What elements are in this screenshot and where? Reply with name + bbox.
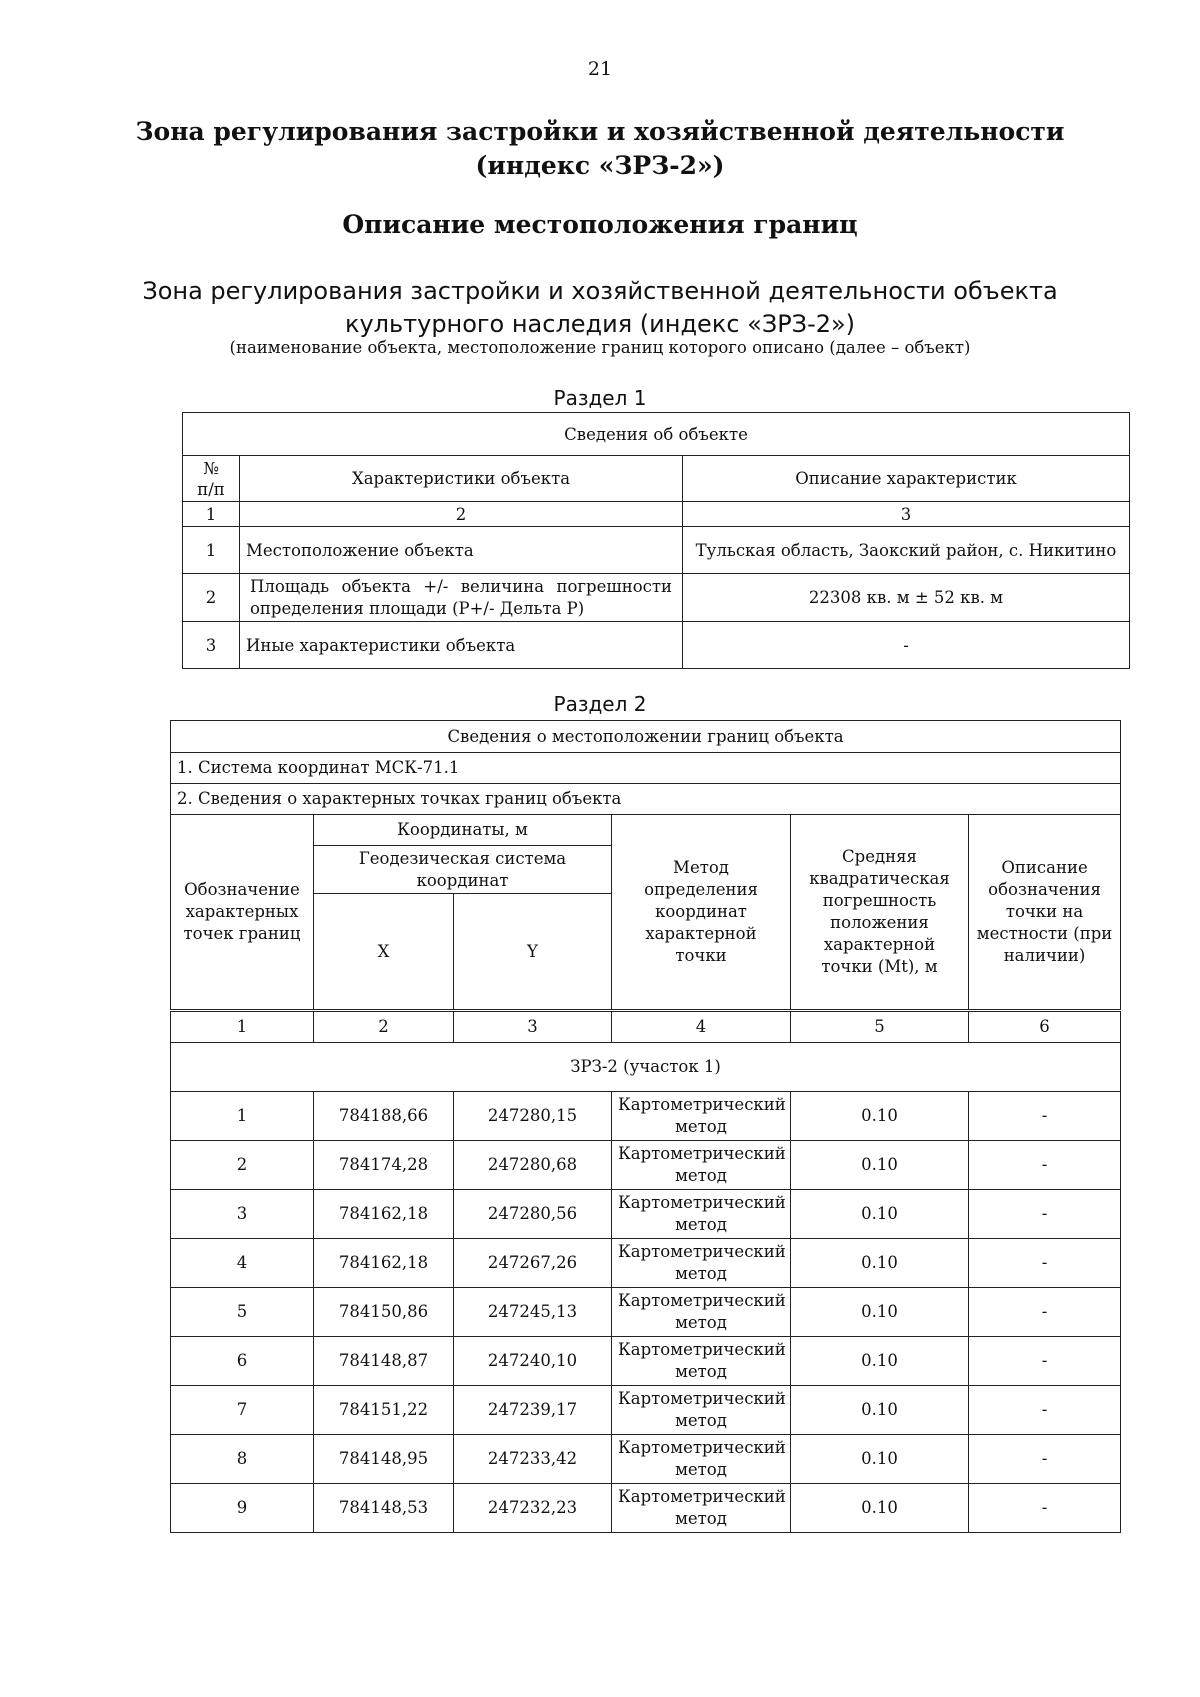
point-x: 784148,53 <box>314 1484 454 1533</box>
page-subtitle: Описание местоположения границ <box>342 210 858 239</box>
point-description: - <box>969 1141 1121 1190</box>
header-num-line-2: п/п <box>197 479 225 499</box>
table-row <box>171 1141 1121 1190</box>
row-name: Площадь объекта +/- величина погрешности определения площади (Р+/- Дельта Р) <box>240 574 683 622</box>
point-error: 0.10 <box>791 1239 969 1288</box>
point-number: 2 <box>171 1141 314 1190</box>
point-x: 784148,87 <box>314 1337 454 1386</box>
point-method: Картометрический метод <box>612 1288 791 1337</box>
point-description: - <box>969 1190 1121 1239</box>
point-y: 247232,23 <box>454 1484 612 1533</box>
row-value: 22308 кв. м ± 52 кв. м <box>683 574 1130 622</box>
table-row <box>183 622 1130 669</box>
object-info-table <box>182 412 1130 669</box>
point-x: 784148,95 <box>314 1435 454 1484</box>
point-description: - <box>969 1337 1121 1386</box>
point-method: Картометрический метод <box>612 1435 791 1484</box>
point-y: 247240,10 <box>454 1337 612 1386</box>
points-info: 2. Сведения о характерных точках границ объекта <box>171 784 1121 815</box>
header-method: Метод определения координат характерной точки <box>612 815 791 1011</box>
point-number: 1 <box>171 1092 314 1141</box>
column-number: 3 <box>454 1011 612 1043</box>
header-num-line-1: № <box>203 458 219 478</box>
header-y: Y <box>454 894 612 1011</box>
point-method: Картометрический метод <box>612 1484 791 1533</box>
point-error: 0.10 <box>791 1288 969 1337</box>
page-title-line-2: (индекс «ЗРЗ-2») <box>475 151 725 180</box>
column-number: 2 <box>240 502 683 527</box>
point-description: - <box>969 1092 1121 1141</box>
point-method: Картометрический метод <box>612 1141 791 1190</box>
point-error: 0.10 <box>791 1092 969 1141</box>
point-error: 0.10 <box>791 1337 969 1386</box>
boundary-points-table <box>170 720 1121 1533</box>
column-number: 4 <box>612 1011 791 1043</box>
point-number: 6 <box>171 1337 314 1386</box>
point-method: Картометрический метод <box>612 1337 791 1386</box>
table-row <box>171 1239 1121 1288</box>
point-method: Картометрический метод <box>612 1239 791 1288</box>
zone-name-line-1: Зона регулирования застройки и хозяйственной деятельности объекта <box>142 277 1058 305</box>
table-row <box>171 1435 1121 1484</box>
point-method: Картометрический метод <box>612 1092 791 1141</box>
point-number: 5 <box>171 1288 314 1337</box>
point-error: 0.10 <box>791 1190 969 1239</box>
point-description: - <box>969 1288 1121 1337</box>
header-coordinates: Координаты, м <box>314 815 612 846</box>
row-name: Иные характеристики объекта <box>240 622 683 669</box>
point-x: 784150,86 <box>314 1288 454 1337</box>
column-number: 5 <box>791 1011 969 1043</box>
column-number: 3 <box>683 502 1130 527</box>
column-number: 1 <box>183 502 240 527</box>
point-description: - <box>969 1239 1121 1288</box>
row-number: 3 <box>183 622 240 669</box>
table-row <box>171 1288 1121 1337</box>
page-number: 21 <box>587 58 613 80</box>
point-number: 4 <box>171 1239 314 1288</box>
header-geodesic: Геодезическая система координат <box>314 846 612 894</box>
header-point-description: Описание обозначения точки на местности (при наличии) <box>969 815 1121 1011</box>
point-error: 0.10 <box>791 1141 969 1190</box>
point-y: 247239,17 <box>454 1386 612 1435</box>
boundary-table-title: Сведения о местоположении границ объекта <box>171 721 1121 753</box>
point-error: 0.10 <box>791 1386 969 1435</box>
row-value: - <box>683 622 1130 669</box>
point-number: 3 <box>171 1190 314 1239</box>
point-error: 0.10 <box>791 1484 969 1533</box>
page-title-line-1: Зона регулирования застройки и хозяйственной деятельности <box>135 117 1065 146</box>
point-number: 7 <box>171 1386 314 1435</box>
column-number-row <box>183 502 1130 527</box>
table-row <box>183 574 1130 622</box>
row-number: 2 <box>183 574 240 622</box>
zone-note: (наименование объекта, местоположение границ которого описано (далее – объект) <box>229 338 971 357</box>
header-x: X <box>314 894 454 1011</box>
point-y: 247280,15 <box>454 1092 612 1141</box>
zone-name-line-2: культурного наследия (индекс «ЗРЗ-2») <box>344 310 856 338</box>
header-description: Описание характеристик <box>683 456 1130 502</box>
section-1-title: Раздел 1 <box>553 386 647 410</box>
point-number: 9 <box>171 1484 314 1533</box>
point-y: 247280,56 <box>454 1190 612 1239</box>
row-name: Местоположение объекта <box>240 527 683 574</box>
zone-name <box>0 275 1200 341</box>
point-y: 247245,13 <box>454 1288 612 1337</box>
table-row <box>171 1386 1121 1435</box>
point-description: - <box>969 1484 1121 1533</box>
point-y: 247280,68 <box>454 1141 612 1190</box>
coordinate-system: 1. Система координат МСК-71.1 <box>171 753 1121 784</box>
header-designation: Обозначение характерных точек границ <box>171 815 314 1011</box>
point-description: - <box>969 1386 1121 1435</box>
row-number: 1 <box>183 527 240 574</box>
column-number: 1 <box>171 1011 314 1043</box>
plot-label: ЗРЗ-2 (участок 1) <box>171 1043 1121 1092</box>
section-2-title: Раздел 2 <box>553 692 647 716</box>
point-y: 247233,42 <box>454 1435 612 1484</box>
column-number: 2 <box>314 1011 454 1043</box>
point-method: Картометрический метод <box>612 1190 791 1239</box>
table-row <box>171 1190 1121 1239</box>
row-value: Тульская область, Заокский район, с. Никитино <box>683 527 1130 574</box>
point-method: Картометрический метод <box>612 1386 791 1435</box>
table-row <box>183 527 1130 574</box>
header-num <box>183 456 240 502</box>
point-x: 784188,66 <box>314 1092 454 1141</box>
column-number: 6 <box>969 1011 1121 1043</box>
table-row <box>171 1484 1121 1533</box>
object-info-table-title: Сведения об объекте <box>183 413 1130 456</box>
table-row <box>171 1092 1121 1141</box>
point-error: 0.10 <box>791 1435 969 1484</box>
point-number: 8 <box>171 1435 314 1484</box>
header-error: Средняя квадратическая погрешность положения характерной точки (Mt), м <box>791 815 969 1011</box>
point-y: 247267,26 <box>454 1239 612 1288</box>
page-title <box>0 115 1200 183</box>
point-x: 784162,18 <box>314 1190 454 1239</box>
point-x: 784162,18 <box>314 1239 454 1288</box>
header-characteristics: Характеристики объекта <box>240 456 683 502</box>
point-x: 784174,28 <box>314 1141 454 1190</box>
point-x: 784151,22 <box>314 1386 454 1435</box>
column-number-row <box>171 1011 1121 1043</box>
point-description: - <box>969 1435 1121 1484</box>
points-body <box>171 1092 1121 1533</box>
table-row <box>171 1337 1121 1386</box>
